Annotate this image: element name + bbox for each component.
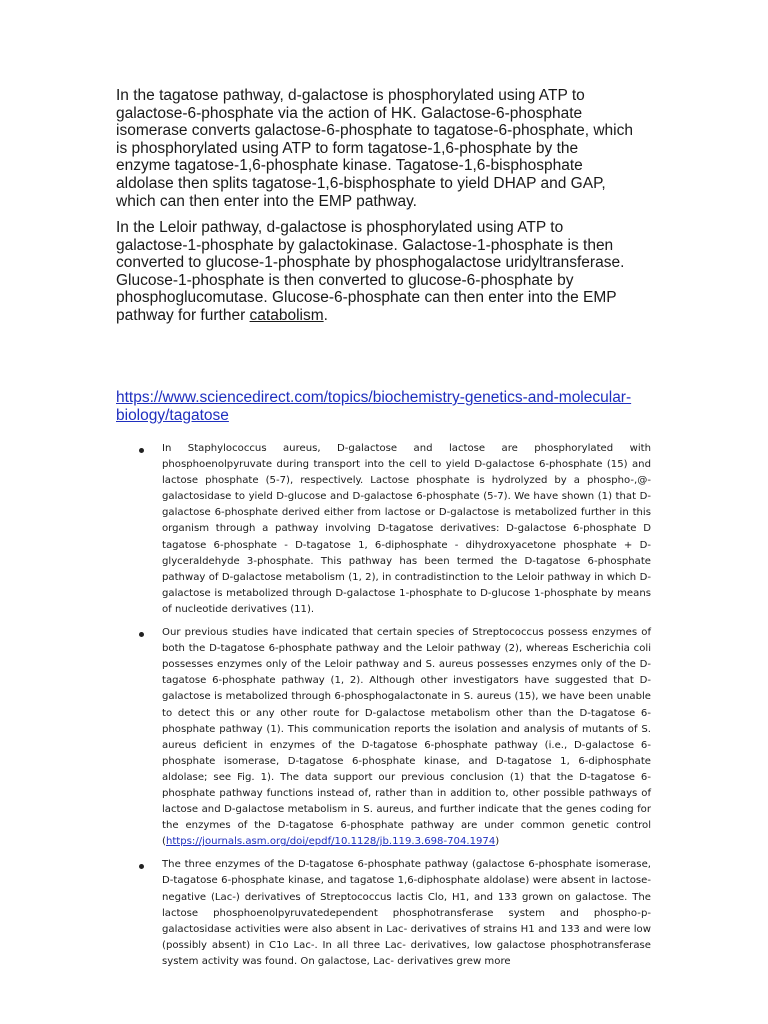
bullet-list [0,441,768,977]
bullet-body: Our previous studies have indicated that certain species of Streptococcus possess enzymes of both the D-tagatose 6-phosphate pathway and the Leloir pathway (2), whereas Escherichia coli possesses enzymes only of the Leloir pathway and S. aureus possesses enzymes only of the D-tagatose 6-phosphate pathway (1, 2). Although other investigators have suggested that D-galactose is metabolized through 6-phosphogalactonate in S. aureus (15), we have been unable to detect this or any other route for D-galactose metabolism other than the D-tagatose 6-phosphate pathway (1). This communication reports the isolation and analysis of mutants of S. aureus deficient in enzymes of the D-tagatose 6-phosphate pathway (i.e., D-galactose 6-phosphate isomerase, D-tagatose 6-phosphate kinase, and D-tagatose 1, 6-diphosphate aldolase; see Fig. 1). The data support our previous conclusion (1) that the D-tagatose 6-phosphate pathway functions instead of, rather than in addition to, other possible pathways of lactose and D-galactose metabolism in S. aureus, and further indicate that the genes coding for the enzymes of the D-tagatose 6-phosphate pathway are under common genetic control ( [162,627,651,848]
bullet-body: In Staphylococcus aureus, D-galactose and lactose are phosphorylated with phosphoenolpyruvate during transport into the cell to yield D-galactose 6-phosphate (15) and lactose phosphate (5-7), respectively. Lactose phosphate is hydrolyzed by a phospho-,@-galactosidase to yield D-glucose and D-galactose 6-phosphate (5-7). We have shown (1) that D-galactose 6-phosphate derived either from lactose or D-galactose is metabolized further in this organism through a pathway involving D-tagatose derivatives: D-galactose 6-phosphate D tagatose 6-phosphate - D-tagatose 1, 6-diphosphate - dihydroxyacetone phosphate + D-glyceraldehyde 3-phosphate. This pathway has been termed the D-tagatose 6-phosphate pathway of D-galactose metabolism (1, 2), in contradistinction to the Leloir pathway in which D-galactose is metabolized through D-galactose 1-phosphate to D-glucose 1-phosphate by means of nucleotide derivatives (11). [162,443,651,615]
bullet-icon [139,448,144,453]
leloir-pathway-text: In the Leloir pathway, d-galactose is phosphorylated using ATP to galactose-1-phosphate by galactokinase. Galactose-1-phosphate is then converted to glucose-1-phosphate by phosphogalactose uridyltransferase. Glucose-1-phosphate is then converted to glucose-6-phosphate by phosphoglucomutase. Glucose-6-phosphate can then enter into the EMP pathway for further [116,219,625,324]
bullet-text [162,441,651,618]
list-item [0,857,651,970]
leloir-pathway-paragraph [116,219,636,325]
journal-article-link[interactable]: https://journals.asm.org/doi/epdf/10.1128/jb.119.3.698-704.1974 [165,836,496,848]
bullet-body: The three enzymes of the D-tagatose 6-phosphate pathway (galactose 6-phosphate isomerase, D-tagatose 6-phosphate kinase, and tagatose 1,6-diphosphate aldolase) were absent in lactose-negative (Lac-) derivatives of Streptococcus lactis Clo, H1, and 133 grown on galactose. The lactose phosphoenolpyruvatedependent phosphotransferase system and phospho-p-galactosidase activities were also absent in Lac- derivatives of strains H1 and 133 and were low (possibly absent) in C1o Lac-. In all three Lac- derivatives, low galactose phosphotransferase system activity was found. On galactose, Lac- derivatives grew more [162,859,651,967]
sciencedirect-source-link[interactable]: https://www.sciencedirect.com/topics/biochemistry-genetics-and-molecular-biology/tagatose [116,389,632,424]
leloir-paragraph-end: . [323,306,328,324]
bullet-closing: ) [495,836,500,848]
list-item [0,625,651,850]
bullet-text [162,857,651,970]
bullet-icon [139,864,144,869]
list-item [0,441,651,618]
tagatose-pathway-paragraph: In the tagatose pathway, d-galactose is phosphorylated using ATP to galactose-6-phosphate via the action of HK. Galactose-6-phosphate isomerase converts galactose-6-phosphate to tagatose-6-phosphate, which is phosphorylated using ATP to form tagatose-1,6-phosphate by the enzyme tagatose-1,6-phosphate kinase. Tagatose-1,6-bisphosphate aldolase then splits tagatose-1,6-bisphosphate to yield DHAP and GAP, which can then enter into the EMP pathway. [116,87,633,210]
bullet-text [162,625,651,850]
bullet-icon [139,632,144,637]
catabolism-term: catabolism [249,306,324,324]
